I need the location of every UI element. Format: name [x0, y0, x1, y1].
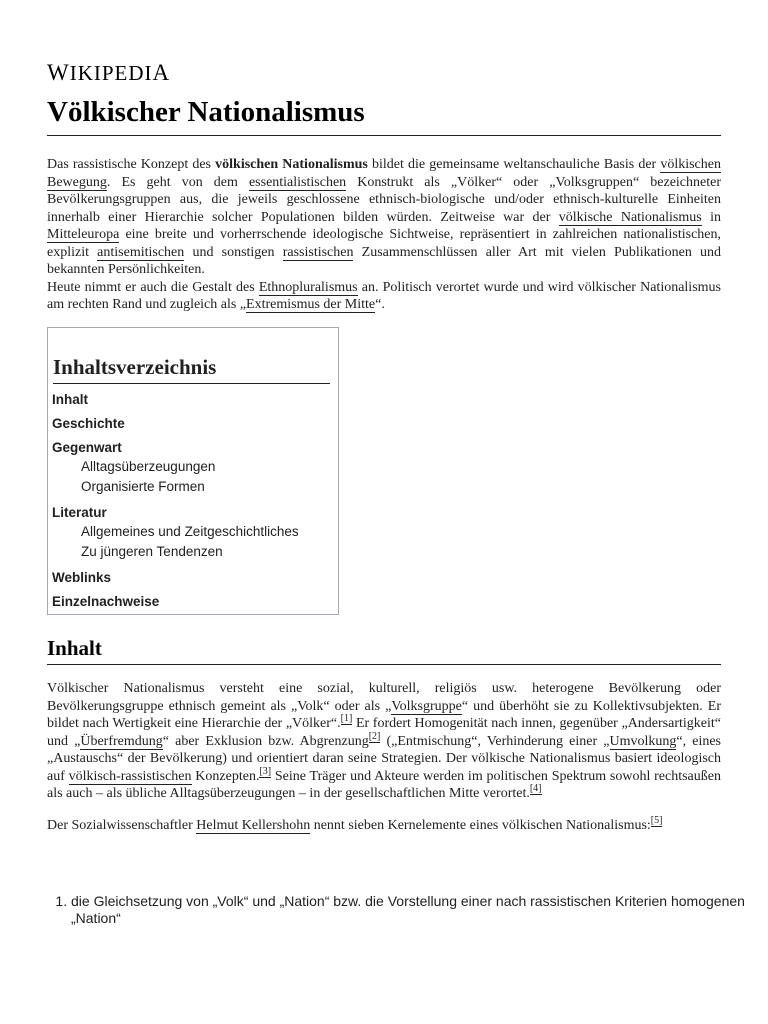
- text: Seine Träger und Akteure werden im politischen Spektrum sowohl rechtsaußen als auch – als übliche Alltagsüberzeugungen – in der gesellschaftlichen Mitte verortet.: [47, 768, 721, 801]
- link-umvolkung[interactable]: Umvolkung: [609, 733, 677, 749]
- footnote-ref-4[interactable]: [4]: [529, 783, 542, 795]
- text: Zusammenschlüssen aller Art mit vielen Publikationen und bekannten Persönlichkeiten.: [47, 244, 721, 277]
- text: “ und überhöht sie zu Kollektivsubjekten. Er bildet nach Wertigkeit eine Hierarchie der „Völker“.: [47, 698, 722, 731]
- link-essentialistisch[interactable]: essentialistischen: [248, 174, 347, 190]
- wikipedia-logo[interactable]: WIKIPEDIA: [47, 60, 171, 85]
- text: nennt sieben Kernelemente eines völkischen Nationalismus:: [310, 817, 651, 833]
- text: Völkischer Nationalismus versteht eine sozial, kulturell, religiös usw. heterogene Bevölkerung oder Bevölkerungsgruppe ethnisch gemeint als „Volk“ oder als „: [47, 681, 721, 714]
- toc-item-label[interactable]: Literatur: [52, 505, 107, 520]
- link-voelkischer-nationalismus[interactable]: völkische Nationalismus: [558, 209, 702, 225]
- link-ethnopluralismus[interactable]: Ethnopluralismus: [258, 279, 358, 295]
- text: Das rassistische Konzept des: [47, 157, 216, 172]
- link-antisemitisch[interactable]: antisemitischen: [97, 244, 185, 260]
- text: “, eines „Austauschs“ der Bevölkerung) und orientiert daran seine Strategien. Der völkische Nationalismus basiert ideologisch auf: [47, 733, 721, 784]
- page-title: Völkischer Nationalismus: [47, 96, 721, 136]
- link-volksgruppe[interactable]: Volksgruppe: [391, 698, 462, 714]
- section-paragraph-1: [47, 680, 721, 803]
- text: . Es geht von dem: [106, 174, 249, 190]
- toc-item-literatur[interactable]: [52, 504, 334, 562]
- footnote-ref-2[interactable]: [2]: [368, 730, 381, 742]
- link-extremismus-der-mitte[interactable]: Extremismus der Mitte: [246, 297, 376, 312]
- footnote-ref-1[interactable]: [1]: [340, 713, 353, 725]
- toc-subitem-allgemeines[interactable]: Allgemeines und Zeitgeschichtliches: [81, 524, 299, 539]
- toc-subitem-organisiert[interactable]: Organisierte Formen: [81, 479, 205, 494]
- intro-paragraph-1: [47, 156, 721, 314]
- text: bildet die gemeinsame weltanschauliche Basis der: [367, 157, 661, 172]
- intro-section: [47, 156, 721, 314]
- text: Er fordert Homogenität nach innen, gegenüber „Andersartigkeit“ und „: [47, 716, 721, 749]
- text: an. Politisch verortet wurde und wird völkischer Nationalismus am rechten Rand und zugleich als „: [47, 279, 721, 312]
- text: “.: [375, 297, 385, 312]
- toc-item-gegenwart[interactable]: [52, 439, 334, 497]
- table-of-contents: [47, 327, 339, 615]
- link-voelkisch-rassistisch[interactable]: völkisch-rassistischen: [68, 768, 192, 784]
- section-heading-inhalt: Inhalt: [47, 636, 721, 665]
- kernelemente-list: [47, 893, 745, 926]
- bold-term: völkischen Nationalismus: [215, 157, 368, 172]
- link-rassistisch[interactable]: rassistischen: [282, 244, 354, 260]
- footnote-ref-5[interactable]: [5]: [650, 814, 663, 826]
- text: eine breite und vorherrschende ideologische Sichtweise, repräsentiert in zahlreichen nationalistischen, explizit: [47, 227, 721, 260]
- toc-item-weblinks[interactable]: Weblinks: [52, 570, 112, 585]
- text: “ aber Exklusion bzw. Abgrenzung: [162, 733, 369, 749]
- text: Konzepten.: [191, 768, 260, 784]
- toc-item-inhalt[interactable]: Inhalt: [52, 392, 88, 407]
- toc-item-geschichte[interactable]: Geschichte: [52, 416, 125, 431]
- text: Heute nimmt er auch die Gestalt des: [47, 279, 259, 295]
- text: Konstrukt als „Völker“ oder „Volksgruppen“ bezeichneter Bevölkerungsgruppen aus, die jeweils geschlossene ethnisch-biologische und/oder ethnisch-kulturelle Einheiten innerhalb einer Hierarchie solcher Populationen bilden würden. Zeitweise war der: [47, 174, 721, 225]
- toc-subitem-alltag[interactable]: Alltagsüberzeugungen: [81, 459, 216, 474]
- toc-item-label[interactable]: Gegenwart: [52, 440, 122, 455]
- text: („Entmischung“, Verhinderung einer „: [380, 733, 610, 749]
- toc-title: Inhaltsverzeichnis: [53, 355, 330, 384]
- text: in: [701, 209, 721, 225]
- footnote-ref-3[interactable]: [3]: [259, 765, 272, 777]
- list-item: 1. die Gleichsetzung von „Volk“ und „Nation“ bzw. die Vorstellung einer nach rassistischen Kriterien homogenen „Nation“: [71, 893, 745, 926]
- link-voelkische-bewegung[interactable]: völkischen Bewegung: [47, 157, 721, 190]
- link-mitteleuropa[interactable]: Mitteleuropa: [47, 227, 120, 242]
- text: Der Sozialwissenschaftler: [47, 817, 197, 833]
- text: und sonstigen: [184, 244, 283, 260]
- link-helmut-kellershohn[interactable]: Helmut Kellershohn: [196, 817, 311, 833]
- link-ueberfremdung[interactable]: Überfremdung: [80, 733, 163, 749]
- section-body: [47, 680, 721, 848]
- toc-item-einzelnachweise[interactable]: Einzelnachweise: [52, 594, 160, 609]
- toc-subitem-tendenzen[interactable]: Zu jüngeren Tendenzen: [81, 544, 223, 559]
- section-paragraph-2: [47, 814, 721, 835]
